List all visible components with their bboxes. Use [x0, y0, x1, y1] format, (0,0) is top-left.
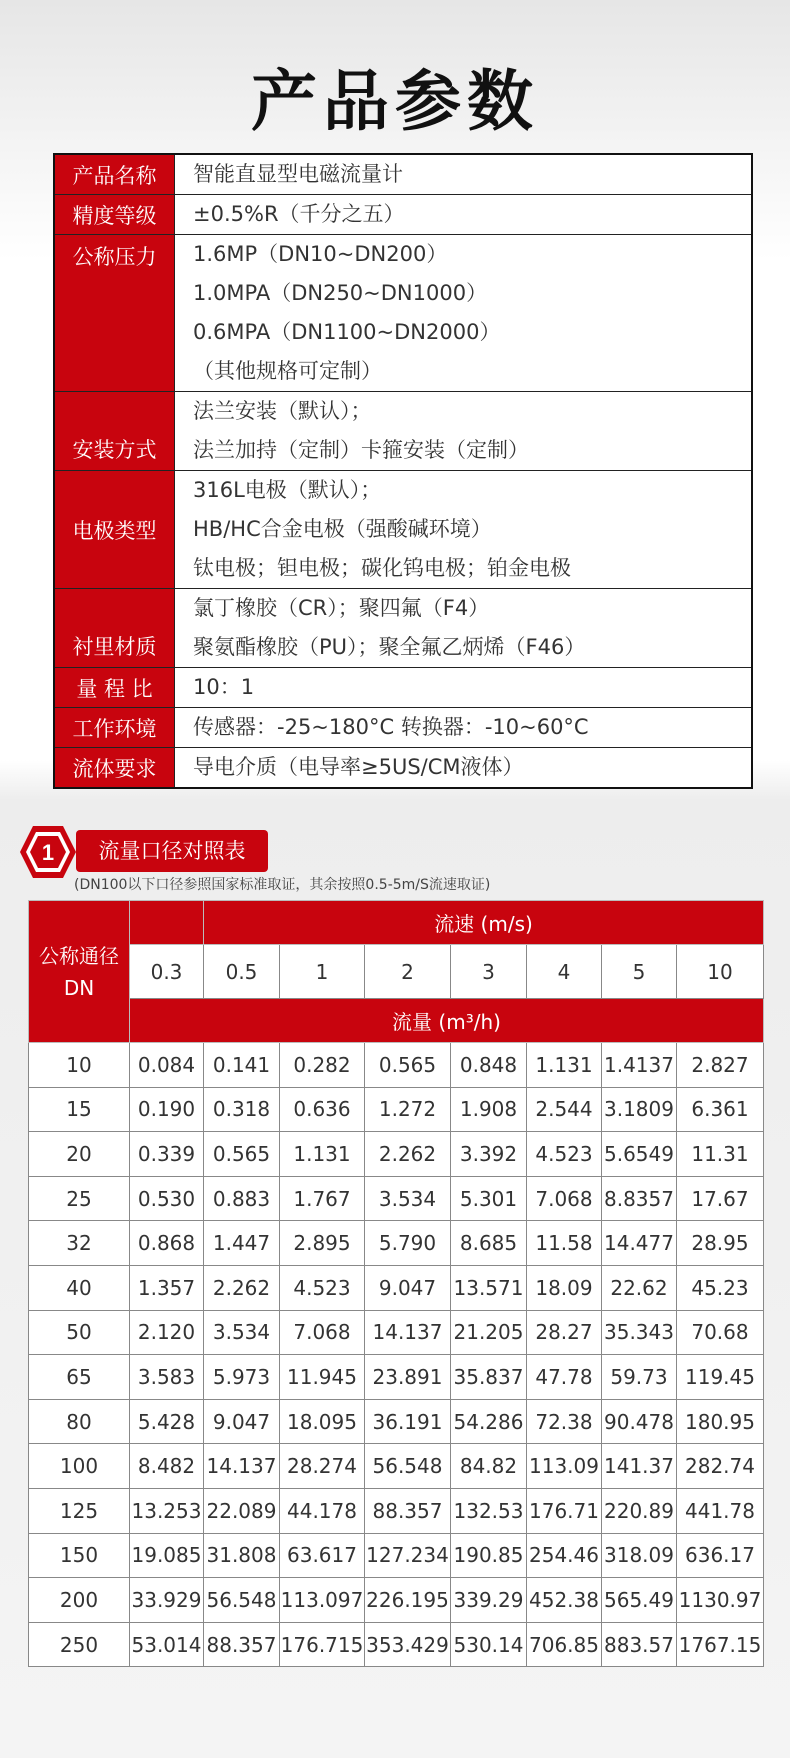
- flow-value-cell: 565.49: [602, 1578, 677, 1623]
- section-number: 1: [41, 840, 55, 865]
- spec-table: [53, 153, 753, 789]
- speed-value: 1: [280, 945, 365, 999]
- spec-row: [55, 668, 751, 708]
- flow-value-cell: 23.891: [365, 1355, 451, 1400]
- flow-value-cell: 14.477: [602, 1221, 677, 1266]
- spec-label: 衬里材质: [72, 635, 157, 659]
- flow-value-cell: 18.095: [280, 1399, 365, 1444]
- flow-value-cell: 5.790: [365, 1221, 451, 1266]
- flow-value-cell: 0.883: [204, 1176, 280, 1221]
- flow-value-cell: 530.14: [451, 1622, 527, 1667]
- spec-value-line: 0.6MPA（DN1100~DN2000）: [193, 320, 501, 344]
- flow-value-cell: 5.301: [451, 1176, 527, 1221]
- speed-row: [29, 945, 764, 999]
- spec-row: [55, 392, 751, 471]
- spec-row: [55, 748, 751, 787]
- dn-cell: 15: [29, 1087, 130, 1132]
- spec-label: 量 程 比: [76, 676, 153, 701]
- flow-value-cell: 18.09: [527, 1265, 602, 1310]
- flow-value-cell: 56.548: [204, 1578, 280, 1623]
- spec-value: [175, 708, 751, 747]
- table-row: [29, 1310, 764, 1355]
- spec-label: 电极类型: [72, 518, 157, 543]
- spec-label: 流体要求: [72, 756, 157, 781]
- flow-header: 流量 (m³/h): [130, 999, 764, 1043]
- flow-value-cell: 17.67: [677, 1176, 764, 1221]
- flow-value-cell: 1.131: [280, 1132, 365, 1177]
- table-row: [29, 1043, 764, 1088]
- dn-cell: 100: [29, 1444, 130, 1489]
- spec-label-cell: [55, 235, 175, 391]
- spec-value-line: 导电介质（电导率≥5US/CM液体）: [193, 755, 524, 779]
- spec-label-cell: [55, 471, 175, 588]
- spec-value: [175, 392, 751, 470]
- spec-value: [175, 748, 751, 787]
- flow-value-cell: 56.548: [365, 1444, 451, 1489]
- flow-value-cell: 0.190: [130, 1087, 204, 1132]
- flow-value-cell: 176.71: [527, 1488, 602, 1533]
- flow-value-cell: 2.262: [365, 1132, 451, 1177]
- flow-value-cell: 9.047: [204, 1399, 280, 1444]
- flow-value-cell: 11.58: [527, 1221, 602, 1266]
- flow-value-cell: 22.089: [204, 1488, 280, 1533]
- flow-value-cell: 176.715: [280, 1622, 365, 1667]
- flow-value-cell: 7.068: [527, 1176, 602, 1221]
- table-row: [29, 1399, 764, 1444]
- dn-cell: 65: [29, 1355, 130, 1400]
- table-row: [29, 1488, 764, 1533]
- table-row: [29, 1578, 764, 1623]
- dn-cell: 80: [29, 1399, 130, 1444]
- flow-value-cell: 0.565: [365, 1043, 451, 1088]
- spec-value: [175, 668, 751, 707]
- speed-header-spacer: [130, 901, 204, 945]
- flow-value-cell: 70.68: [677, 1310, 764, 1355]
- spec-value: [175, 589, 751, 667]
- dn-cell: 25: [29, 1176, 130, 1221]
- dn-cell: 40: [29, 1265, 130, 1310]
- flow-value-cell: 31.808: [204, 1533, 280, 1578]
- spec-label-cell: [55, 668, 175, 707]
- flow-value-cell: 141.37: [602, 1444, 677, 1489]
- flow-value-cell: 2.262: [204, 1265, 280, 1310]
- spec-row: [55, 155, 751, 195]
- spec-label-cell: [55, 392, 175, 470]
- flow-value-cell: 4.523: [280, 1265, 365, 1310]
- flow-value-cell: 7.068: [280, 1310, 365, 1355]
- spec-label: 产品名称: [72, 163, 157, 188]
- flow-value-cell: 45.23: [677, 1265, 764, 1310]
- dn-cell: 150: [29, 1533, 130, 1578]
- flow-value-cell: 13.571: [451, 1265, 527, 1310]
- flow-value-cell: 0.868: [130, 1221, 204, 1266]
- dn-header-line1: 公称通径: [39, 943, 119, 968]
- flow-value-cell: 35.837: [451, 1355, 527, 1400]
- flow-value-cell: 190.85: [451, 1533, 527, 1578]
- flow-value-cell: 132.53: [451, 1488, 527, 1533]
- flow-value-cell: 636.17: [677, 1533, 764, 1578]
- flow-value-cell: 21.205: [451, 1310, 527, 1355]
- flow-value-cell: 339.29: [451, 1578, 527, 1623]
- flow-value-cell: 8.685: [451, 1221, 527, 1266]
- speed-value: 10: [677, 945, 764, 999]
- section-note: (DN100以下口径参照国家标准取证，其余按照0.5-5m/S流速取证): [74, 877, 491, 893]
- table-row: [29, 1087, 764, 1132]
- flow-value-cell: 9.047: [365, 1265, 451, 1310]
- spec-label: 精度等级: [72, 203, 157, 228]
- flow-value-cell: 254.46: [527, 1533, 602, 1578]
- spec-value-line: 聚氨酯橡胶（PU）；聚全氟乙炳烯（F46）: [193, 635, 586, 659]
- flow-value-cell: 1130.97: [677, 1578, 764, 1623]
- flow-value-cell: 0.282: [280, 1043, 365, 1088]
- flow-value-cell: 0.530: [130, 1176, 204, 1221]
- flow-value-cell: 3.583: [130, 1355, 204, 1400]
- spec-value-line: 1.6MP（DN10~DN200）: [193, 242, 448, 266]
- spec-label: 工作环境: [72, 716, 157, 741]
- flow-value-cell: 1.767: [280, 1176, 365, 1221]
- flow-value-cell: 28.27: [527, 1310, 602, 1355]
- flow-value-cell: 11.31: [677, 1132, 764, 1177]
- dn-cell: 200: [29, 1578, 130, 1623]
- flow-value-cell: 1.357: [130, 1265, 204, 1310]
- flow-value-cell: 1.272: [365, 1087, 451, 1132]
- flow-value-cell: 13.253: [130, 1488, 204, 1533]
- speed-value: 3: [451, 945, 527, 999]
- flow-value-cell: 706.85: [527, 1622, 602, 1667]
- flow-value-cell: 0.636: [280, 1087, 365, 1132]
- flow-value-cell: 5.428: [130, 1399, 204, 1444]
- spec-label-cell: [55, 195, 175, 234]
- flow-value-cell: 90.478: [602, 1399, 677, 1444]
- flow-value-cell: 5.973: [204, 1355, 280, 1400]
- spec-value-line: 钛电极；钽电极；碳化钨电极；铂金电极: [193, 556, 571, 580]
- flow-value-cell: 353.429: [365, 1622, 451, 1667]
- flow-value-cell: 113.09: [527, 1444, 602, 1489]
- spec-value: [175, 195, 751, 234]
- spec-label-cell: [55, 155, 175, 194]
- flow-value-cell: 28.274: [280, 1444, 365, 1489]
- flow-value-cell: 0.318: [204, 1087, 280, 1132]
- flow-value-cell: 1.4137: [602, 1043, 677, 1088]
- flow-value-cell: 2.827: [677, 1043, 764, 1088]
- spec-label-cell: [55, 708, 175, 747]
- flow-value-cell: 119.45: [677, 1355, 764, 1400]
- flow-value-cell: 1767.15: [677, 1622, 764, 1667]
- spec-value-line: ±0.5%R（千分之五）: [193, 202, 405, 226]
- spec-row: [55, 235, 751, 392]
- flow-value-cell: 44.178: [280, 1488, 365, 1533]
- flow-value-cell: 88.357: [365, 1488, 451, 1533]
- spec-row: [55, 471, 751, 589]
- flow-value-cell: 0.565: [204, 1132, 280, 1177]
- flow-value-cell: 1.447: [204, 1221, 280, 1266]
- flow-value-cell: 11.945: [280, 1355, 365, 1400]
- speed-value: 2: [365, 945, 451, 999]
- spec-label: 安装方式: [72, 438, 157, 462]
- dn-cell: 250: [29, 1622, 130, 1667]
- flow-value-cell: 3.534: [204, 1310, 280, 1355]
- flow-value-cell: 180.95: [677, 1399, 764, 1444]
- table-row: [29, 1533, 764, 1578]
- dn-cell: 32: [29, 1221, 130, 1266]
- spec-value-line: （其他规格可定制）: [193, 359, 382, 383]
- spec-label-cell: [55, 748, 175, 787]
- flow-value-cell: 54.286: [451, 1399, 527, 1444]
- speed-value: 4: [527, 945, 602, 999]
- dn-cell: 50: [29, 1310, 130, 1355]
- spec-value: [175, 235, 751, 391]
- flow-value-cell: 72.38: [527, 1399, 602, 1444]
- speed-value: 0.3: [130, 945, 204, 999]
- flow-value-cell: 36.191: [365, 1399, 451, 1444]
- flow-value-cell: 14.137: [204, 1444, 280, 1489]
- spec-value: [175, 155, 751, 194]
- flow-value-cell: 5.6549: [602, 1132, 677, 1177]
- flow-value-cell: 47.78: [527, 1355, 602, 1400]
- table-row: [29, 1622, 764, 1667]
- flow-value-cell: 1.131: [527, 1043, 602, 1088]
- flow-value-cell: 2.544: [527, 1087, 602, 1132]
- spec-label: 公称压力: [72, 245, 157, 269]
- dn-cell: 125: [29, 1488, 130, 1533]
- flow-value-cell: 14.137: [365, 1310, 451, 1355]
- flow-value-cell: 88.357: [204, 1622, 280, 1667]
- page-title: 产品参数: [251, 63, 539, 140]
- spec-row: [55, 195, 751, 235]
- spec-value-line: 10：1: [193, 675, 255, 699]
- spec-value-line: 1.0MPA（DN250~DN1000）: [193, 281, 488, 305]
- spec-label-cell: [55, 589, 175, 667]
- flow-value-cell: 3.392: [451, 1132, 527, 1177]
- flow-value-cell: 318.09: [602, 1533, 677, 1578]
- flow-value-cell: 59.73: [602, 1355, 677, 1400]
- flow-value-cell: 0.848: [451, 1043, 527, 1088]
- flow-value-cell: 6.361: [677, 1087, 764, 1132]
- spec-value-line: 氯丁橡胶（CR）；聚四氟（F4）: [193, 596, 490, 620]
- spec-row: [55, 589, 751, 668]
- spec-row: [55, 708, 751, 748]
- dn-header-line2: DN: [63, 975, 95, 1000]
- table-row: [29, 1265, 764, 1310]
- table-row: [29, 1221, 764, 1266]
- table-row: [29, 1444, 764, 1489]
- flow-table: [28, 900, 764, 1667]
- flow-value-cell: 452.38: [527, 1578, 602, 1623]
- flow-value-cell: 1.908: [451, 1087, 527, 1132]
- flow-value-cell: 2.120: [130, 1310, 204, 1355]
- flow-value-cell: 0.339: [130, 1132, 204, 1177]
- table-row: [29, 1132, 764, 1177]
- flow-value-cell: 63.617: [280, 1533, 365, 1578]
- flow-value-cell: 127.234: [365, 1533, 451, 1578]
- flow-value-cell: 3.1809: [602, 1087, 677, 1132]
- flow-value-cell: 53.014: [130, 1622, 204, 1667]
- flow-value-cell: 0.084: [130, 1043, 204, 1088]
- flow-value-cell: 33.929: [130, 1578, 204, 1623]
- spec-value-line: 智能直显型电磁流量计: [193, 162, 403, 186]
- table-row: [29, 1176, 764, 1221]
- flow-value-cell: 22.62: [602, 1265, 677, 1310]
- speed-value: 5: [602, 945, 677, 999]
- flow-value-cell: 0.141: [204, 1043, 280, 1088]
- flow-value-cell: 282.74: [677, 1444, 764, 1489]
- speed-header: 流速 (m/s): [204, 901, 764, 945]
- flow-value-cell: 113.097: [280, 1578, 365, 1623]
- dn-cell: 20: [29, 1132, 130, 1177]
- flow-value-cell: 226.195: [365, 1578, 451, 1623]
- dn-header: [29, 901, 130, 1043]
- flow-value-cell: 883.57: [602, 1622, 677, 1667]
- flow-value-cell: 19.085: [130, 1533, 204, 1578]
- speed-value: 0.5: [204, 945, 280, 999]
- spec-value-line: 传感器：-25~180°C 转换器：-10~60°C: [193, 715, 589, 739]
- flow-value-cell: 35.343: [602, 1310, 677, 1355]
- flow-value-cell: 84.82: [451, 1444, 527, 1489]
- flow-value-cell: 441.78: [677, 1488, 764, 1533]
- table-row: [29, 1355, 764, 1400]
- flow-value-cell: 3.534: [365, 1176, 451, 1221]
- section-title: 流量口径对照表: [76, 830, 268, 872]
- flow-value-cell: 4.523: [527, 1132, 602, 1177]
- flow-value-cell: 2.895: [280, 1221, 365, 1266]
- flow-value-cell: 220.89: [602, 1488, 677, 1533]
- section-number-badge: [18, 822, 78, 882]
- dn-cell: 10: [29, 1043, 130, 1088]
- spec-value-line: 法兰加持（定制）卡箍安装（定制）: [193, 438, 529, 462]
- flow-value-cell: 8.482: [130, 1444, 204, 1489]
- spec-value-line: HB/HC合金电极（强酸碱环境）: [193, 517, 492, 541]
- flow-value-cell: 8.8357: [602, 1176, 677, 1221]
- flow-value-cell: 28.95: [677, 1221, 764, 1266]
- spec-value-line: 法兰安装（默认）；: [193, 399, 372, 423]
- spec-value-line: 316L电极（默认）；: [193, 478, 382, 502]
- spec-value: [175, 471, 751, 588]
